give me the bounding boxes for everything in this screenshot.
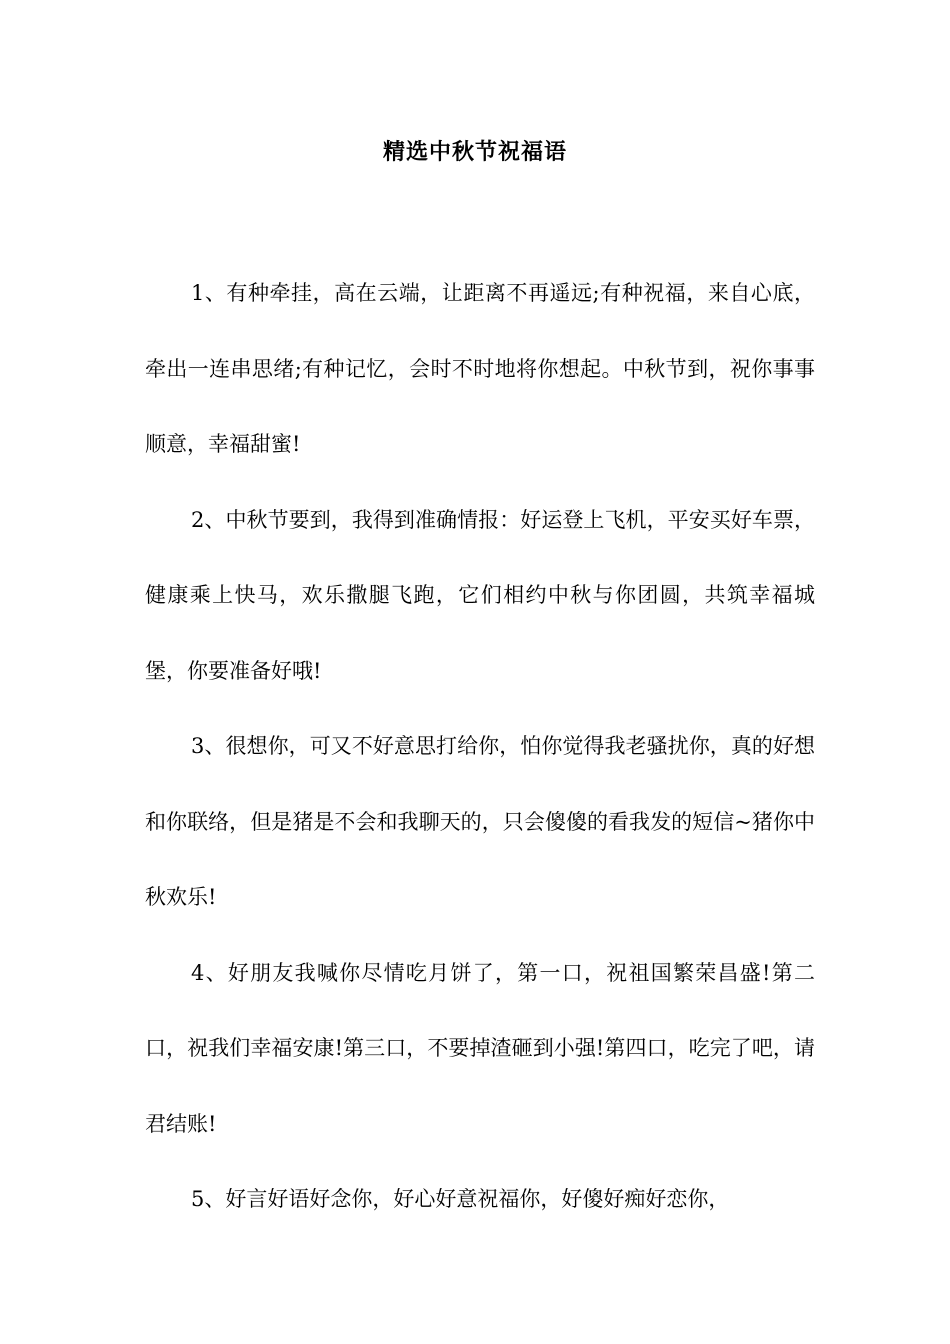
- paragraph-1: 1、有种牵挂，高在云端，让距离不再遥远;有种祝福，来自心底，牵出一连串思绪;有种记忆，会时不时地将你想起。中秋节到，祝你事事顺意，幸福甜蜜!: [145, 281, 815, 456]
- paragraph-3: 3、很想你，可又不好意思打给你，怕你觉得我老骚扰你，真的好想和你联络，但是猪是不会和我聊天的，只会傻傻的看我发的短信~猪你中秋欢乐!: [145, 734, 815, 909]
- paragraph-5: 5、好言好语好念你，好心好意祝福你，好傻好痴好恋你，: [191, 1187, 730, 1211]
- document-body: [145, 256, 815, 1238]
- paragraph-2: 2、中秋节要到，我得到准确情报：好运登上飞机，平安买好车票，健康乘上快马，欢乐撒腿飞跑，它们相约中秋与你团圆，共筑幸福城堡，你要准备好哦!: [145, 507, 815, 683]
- paragraph-4: 4、好朋友我喊你尽情吃月饼了，第一口，祝祖国繁荣昌盛!第二口，祝我们幸福安康!第三口，不要掉渣砸到小强!第四口，吃完了吧，请君结账!: [145, 960, 815, 1136]
- document-title: 精选中秋节祝福语: [382, 139, 567, 165]
